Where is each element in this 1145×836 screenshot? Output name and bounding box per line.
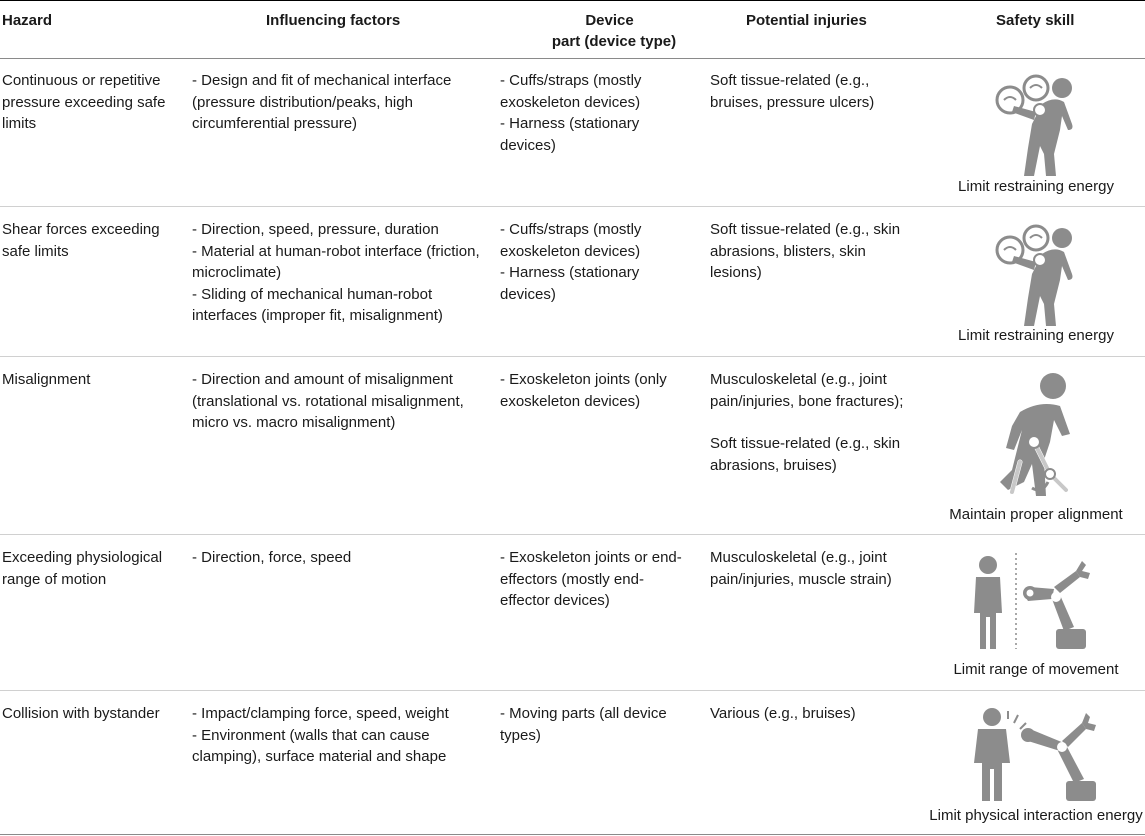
bottom-rule — [0, 834, 1145, 835]
text-line: exoskeleton devices) — [500, 242, 641, 260]
row2-device — [500, 219, 641, 305]
restraining-energy-icon — [990, 72, 1085, 178]
row3-device — [500, 369, 667, 412]
row3-injuries — [710, 369, 903, 412]
text-line: effectors (mostly end- — [500, 570, 644, 588]
text-line: range of motion — [2, 570, 107, 588]
text-line: - Moving parts (all device — [500, 705, 667, 722]
text-line: safe limits — [2, 242, 69, 260]
row5-factors — [192, 703, 449, 768]
text-line: Exceeding physiological — [2, 549, 163, 566]
range-of-movement-icon — [968, 553, 1098, 653]
row-divider — [0, 206, 1145, 207]
text-line: Musculoskeletal (e.g., joint — [710, 549, 887, 566]
text-line: circumferential pressure) — [192, 115, 358, 132]
text-line: Shear forces exceeding — [2, 221, 160, 238]
text-line: (translational vs. rotational misalignment, — [192, 392, 464, 410]
text-line: bruises, pressure ulcers) — [710, 93, 875, 111]
row1-hazard — [2, 70, 165, 135]
text-line: - Direction and amount of misalignment — [192, 371, 453, 388]
top-rule — [0, 0, 1145, 1]
text-line: types) — [500, 726, 541, 744]
text-line: (pressure distribution/peaks, high — [192, 93, 413, 111]
row-divider — [0, 534, 1145, 535]
row5-device — [500, 703, 667, 746]
text-line: - Design and fit of mechanical interface — [192, 72, 452, 89]
text-line: abrasions, blisters, skin — [710, 242, 866, 260]
row2-injuries — [710, 219, 900, 284]
row2-hazard — [2, 219, 160, 262]
text-line: Soft tissue-related (e.g., skin — [710, 221, 901, 238]
row4-safety-skill: Limit range of movement — [953, 661, 1119, 678]
text-line: lesions) — [710, 264, 762, 281]
header-device-line2: part (device type) — [551, 33, 677, 50]
row5-hazard — [2, 703, 160, 725]
text-line: interfaces (improper fit, misalignment) — [192, 307, 443, 324]
row4-device — [500, 547, 682, 612]
text-line: - Harness (stationary — [500, 115, 640, 132]
header-device-line1: Device — [585, 12, 634, 29]
text-line: micro vs. macro misalignment) — [192, 414, 396, 431]
text-line: - Environment (walls that can cause — [192, 726, 430, 744]
text-line: clamping), surface material and shape — [192, 748, 447, 765]
text-line: - Direction, speed, pressure, duration — [192, 221, 439, 238]
header-safety-skill: Safety skill — [996, 12, 1075, 29]
row1-injuries — [710, 70, 874, 113]
alignment-icon — [990, 370, 1090, 502]
text-line: devices) — [500, 285, 556, 303]
text-line: - Exoskeleton joints (only — [500, 371, 667, 388]
header-rule — [0, 58, 1145, 59]
text-line: Musculoskeletal (e.g., joint — [710, 371, 887, 388]
text-line: effector devices) — [500, 592, 610, 609]
row3-hazard — [2, 369, 90, 391]
row1-safety-skill: Limit restraining energy — [958, 178, 1114, 195]
text-line: - Direction, force, speed — [192, 549, 352, 566]
text-line: - Cuffs/straps (mostly — [500, 221, 642, 238]
row1-device — [500, 70, 641, 156]
row4-factors — [192, 547, 351, 569]
text-line: - Harness (stationary — [500, 264, 640, 281]
row2-factors — [192, 219, 480, 327]
text-line: limits — [2, 115, 37, 132]
text-line: exoskeleton devices) — [500, 392, 641, 410]
text-line: Collision with bystander — [2, 705, 160, 722]
text-line: - Exoskeleton joints or end- — [500, 549, 682, 566]
row3-safety-skill: Maintain proper alignment — [949, 506, 1123, 523]
row4-hazard — [2, 547, 162, 590]
restraining-energy-icon — [990, 222, 1085, 328]
row-divider — [0, 690, 1145, 691]
text-line: Continuous or repetitive — [2, 72, 161, 89]
row1-factors — [192, 70, 451, 135]
text-line: microclimate) — [192, 264, 282, 281]
row-divider — [0, 356, 1145, 357]
text-line: pressure exceeding safe — [2, 93, 166, 111]
text-line: - Impact/clamping force, speed, weight — [192, 705, 449, 722]
row3-factors — [192, 369, 464, 434]
header-hazard: Hazard — [2, 12, 53, 29]
text-line: Soft tissue-related (e.g., — [710, 72, 870, 89]
header-device — [500, 10, 700, 52]
text-line: Misalignment — [2, 371, 91, 388]
row5-injuries — [710, 703, 856, 725]
row3-injuries-b — [710, 433, 900, 476]
text-line: pain/injuries, bone fractures); — [710, 392, 904, 410]
text-line: - Cuffs/straps (mostly — [500, 72, 642, 89]
text-line: pain/injuries, muscle strain) — [710, 570, 892, 588]
row4-injuries — [710, 547, 892, 590]
header-potential-injuries: Potential injuries — [746, 12, 867, 29]
text-line: - Material at human-robot interface (friction, — [192, 242, 480, 260]
interaction-energy-icon — [970, 705, 1102, 805]
row5-safety-skill: Limit physical interaction energy — [929, 807, 1143, 824]
header-influencing-factors: Influencing factors — [266, 12, 401, 29]
row2-safety-skill: Limit restraining energy — [958, 327, 1114, 344]
text-line: devices) — [500, 136, 556, 154]
text-line: Various (e.g., bruises) — [710, 705, 856, 722]
text-line: - Sliding of mechanical human-robot — [192, 285, 433, 303]
text-line: Soft tissue-related (e.g., skin — [710, 435, 901, 452]
text-line: abrasions, bruises) — [710, 456, 837, 474]
text-line: exoskeleton devices) — [500, 93, 641, 111]
